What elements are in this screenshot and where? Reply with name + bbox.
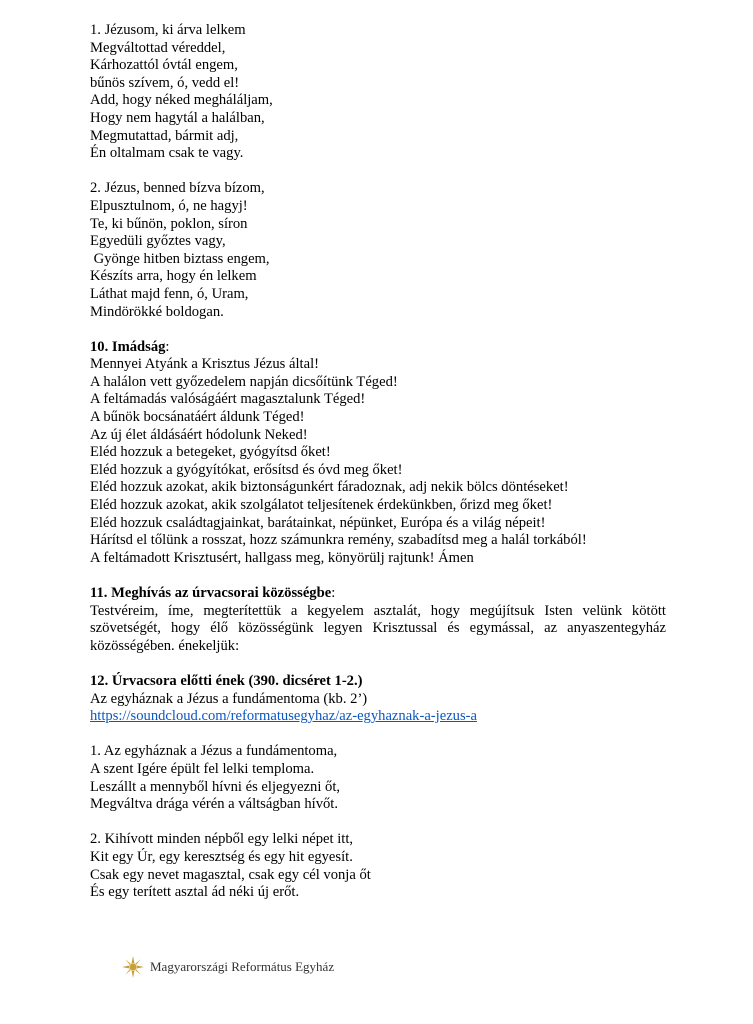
verse-line: Láthat majd fenn, ó, Uram, (90, 285, 249, 302)
hymn2-verse2 (90, 831, 666, 901)
prayer-heading-line (90, 339, 666, 357)
sun-star-icon (122, 956, 144, 978)
section-heading: 12. Úrvacsora előtti ének (390. dicséret 1-2.) (90, 672, 363, 689)
prayer-line: Eléd hozzuk azokat, akik szolgálatot teljesítenek érdekünkben, őrizd meg őket! (90, 497, 553, 514)
verse-line: Kárhozattól óvtál engem, (90, 57, 238, 74)
verse-line: Kit egy Úr, egy keresztség és egy hit egyesít. (90, 848, 353, 865)
verse-line: Én oltalmam csak te vagy. (90, 145, 244, 162)
section-heading: 11. Meghívás az úrvacsorai közösségbe (90, 585, 332, 601)
verse-line: Egyedüli győztes vagy, (90, 233, 226, 250)
invitation-section (90, 585, 666, 655)
hymn1-verse1 (90, 22, 666, 163)
hymn-subtitle: Az egyháznak a Jézus a fundámentoma (kb. 2’) (90, 690, 368, 707)
prayer-line: Hárítsd el tőlünk a rosszat, hozz számunkra remény, szabadítsd meg a halál torkából! (90, 532, 587, 549)
invitation-heading-line (90, 585, 666, 603)
verse-line: Csak egy nevet magasztal, csak egy cél vonja őt (90, 866, 371, 883)
verse-line: Megváltva drága vérén a váltságban hívőt. (90, 796, 339, 813)
hymn2-header (90, 673, 666, 726)
verse-line: Készíts arra, hogy én lelkem (90, 268, 257, 285)
verse-line: Megváltottad véreddel, (90, 39, 226, 56)
verse-line: 1. Jézusom, ki árva lelkem (90, 22, 246, 38)
hymn2-verse1 (90, 743, 666, 813)
verse-line: És egy terített asztal ád néki új erőt. (90, 884, 300, 901)
verse-line: Mindörökké boldogan. (90, 303, 224, 320)
verse-line: Hogy nem hagytál a halálban, (90, 109, 265, 126)
prayer-line: Eléd hozzuk a betegeket, gyógyítsd őket! (90, 444, 331, 461)
heading-colon: : (165, 338, 170, 355)
section-heading: 10. Imádság (90, 338, 166, 355)
prayer-section (90, 339, 666, 568)
verse-line: Leszállt a mennyből hívni és eljegyezni őt, (90, 778, 341, 795)
verse-line: bűnös szívem, ó, vedd el! (90, 74, 240, 91)
prayer-line: A bűnök bocsánatáért áldunk Téged! (90, 409, 305, 426)
verse-line: Te, ki bűnön, poklon, síron (90, 215, 248, 232)
verse-line: Add, hogy néked megháláljam, (90, 92, 273, 109)
soundcloud-link[interactable]: https://soundcloud.com/reformatusegyhaz/az-egyhaznak-a-jezus-a (90, 708, 477, 725)
verse-line: Megmutattad, bármit adj, (90, 127, 239, 144)
verse-line: A szent Igére épült fel lelki temploma. (90, 760, 315, 777)
verse-line: Gyönge hitben biztass engem, (90, 250, 270, 267)
verse-line: 2. Jézus, benned bízva bízom, (90, 180, 265, 197)
heading-colon: : (331, 585, 336, 601)
verse-line: 1. Az egyháznak a Jézus a fundámentoma, (90, 743, 338, 760)
hymn1-verse2 (90, 180, 666, 321)
prayer-line: Mennyei Atyánk a Krisztus Jézus által! (90, 356, 319, 373)
verse-line: Elpusztulnom, ó, ne hagyj! (90, 197, 248, 214)
prayer-line: Eléd hozzuk családtagjainkat, barátainkat, népünket, Európa és a világ népeit! (90, 514, 546, 531)
document-page (90, 22, 666, 919)
prayer-line: A feltámadott Krisztusért, hallgass meg, könyörülj rajtunk! Ámen (90, 549, 474, 566)
prayer-line: Eléd hozzuk a gyógyítókat, erősítsd és óvd meg őket! (90, 461, 403, 478)
page-footer (122, 956, 334, 978)
footer-organization-name: Magyarországi Református Egyház (150, 959, 335, 974)
prayer-line: A halálon vett győzedelem napján dicsőítünk Téged! (90, 373, 398, 390)
prayer-line: A feltámadás valóságáért magasztalunk Téged! (90, 391, 366, 408)
prayer-line: Az új élet áldásáért hódolunk Neked! (90, 426, 308, 443)
verse-line: 2. Kihívott minden népből egy lelki népet itt, (90, 831, 354, 848)
prayer-line: Eléd hozzuk azokat, akik biztonságunkért fáradoznak, adj nekik bölcs döntéseket! (90, 479, 569, 496)
invitation-paragraph: Testvéreim, íme, megterítettük a kegyelem asztalát, hogy megújítsuk Isten velünk kötött szövetségét, hogy élő közösségünk legyen Krisztussal és egymással, az anyaszentegyház közösségében. énekeljük: (90, 602, 666, 654)
